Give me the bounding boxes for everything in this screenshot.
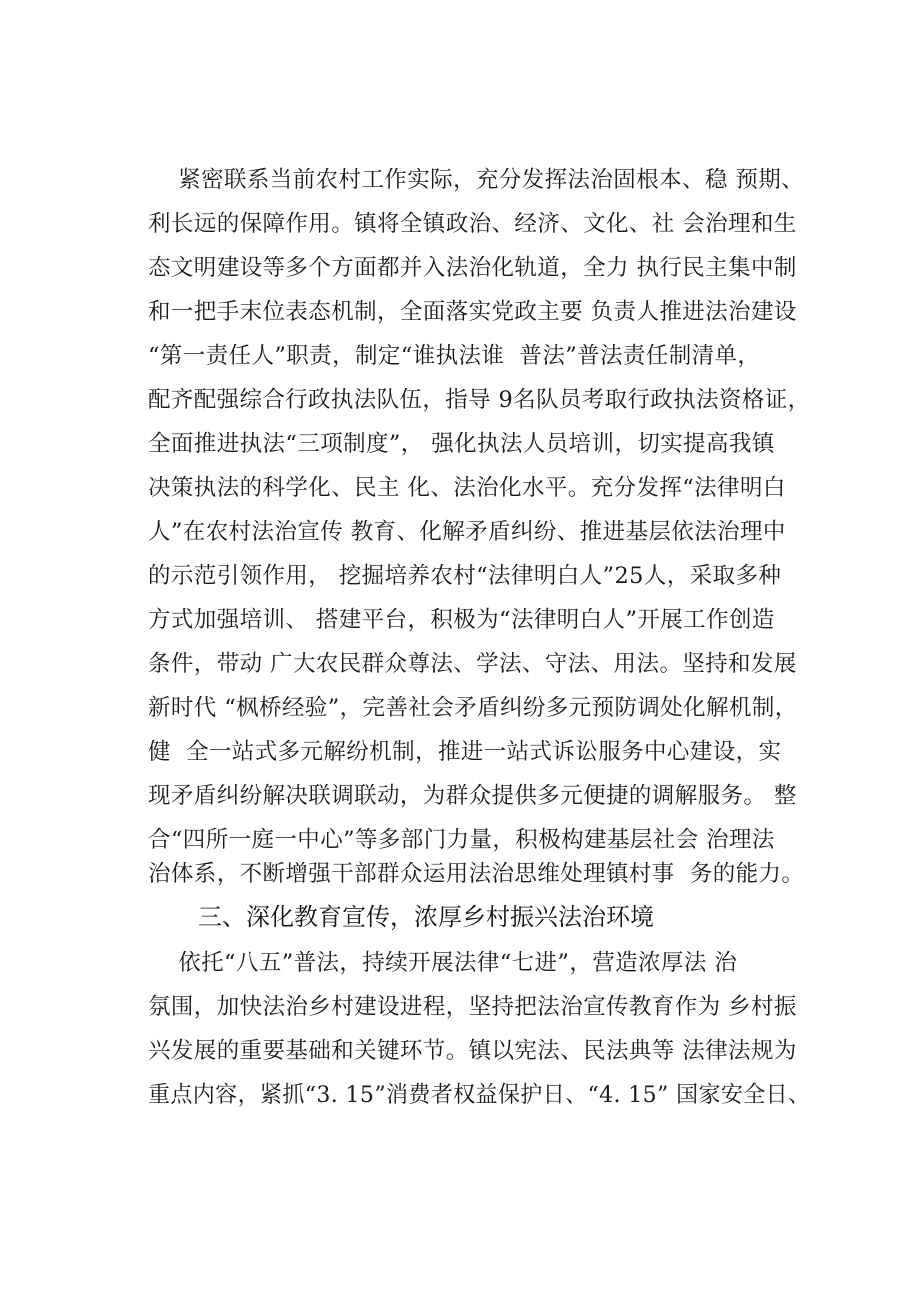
text-line: 现矛盾纠纷解决联调联动，为群众提供多元便捷的调解服务。 整 (148, 783, 797, 809)
text-line: 条件，带动 广大农民群众尊法、学法、守法、用法。坚持和发展 (148, 651, 797, 677)
text-line: “第一责任人”职责，制定“谁执法谁 普法”普法责任制清单， (148, 343, 761, 369)
text-line: 新时代 “枫桥经验”，完善社会矛盾纠纷多元预防调处化解机制， (148, 695, 798, 721)
text-line: 态文明建设等多个方面都并入法治化轨道，全力 执行民主集中制 (148, 255, 797, 281)
text-line: 依托“八五”普法，持续开展法律“七进”，营造浓厚法 治 (148, 950, 738, 976)
text-line: 合“四所一庭一中心”等多部门力量，积极构建基层社会 治理法 (148, 827, 775, 853)
text-line: 治体系，不断增强干部群众运用法治思维处理镇村事 务的能力。 (148, 861, 805, 887)
text-line: 决策执法的科学化、民主 化、法治化水平。充分发挥“法律明白 (148, 475, 786, 501)
text-line: 兴发展的重要基础和关键环节。镇以宪法、民法典等 法律法规为 (148, 1038, 797, 1064)
text-line: 全面推进执法“三项制度”， 强化执法人员培训，切实提高我镇 (148, 431, 775, 457)
text-line: 方式加强培训、 搭建平台，积极为“法律明白人”开展工作创造 (148, 607, 775, 633)
text-line: 利长远的保障作用。镇将全镇政治、经济、文化、社 会治理和生 (148, 211, 797, 237)
text-line: 健 全一站式多元解纷机制，推进一站式诉讼服务中心建设，实 (148, 739, 782, 765)
text-line: 的示范引领作用， 挖掘培养农村“法律明白人”25人，采取多种 (148, 563, 782, 589)
section-heading: 三、深化教育宣传，浓厚乡村振兴法治环境 (198, 903, 654, 931)
text-line: 和一把手末位表态机制，全面落实党政主要 负责人推进法治建设 (148, 299, 797, 325)
text-line: 重点内容，紧抓“3. 15”消费者权益保护日、“4. 15” 国家安全日、 (148, 1082, 811, 1108)
text-line: 配齐配强综合行政执法队伍，指导 9名队员考取行政执法资格证， (148, 387, 811, 413)
text-line: 人”在农村法治宣传 教育、化解矛盾纠纷、推进基层依法治理中 (148, 519, 786, 545)
text-line: 氛围，加快法治乡村建设进程，坚持把法治宣传教育作为 乡村振 (148, 994, 797, 1020)
text-line: 紧密联系当前农村工作实际，充分发挥法治固根本、稳 预期、 (148, 167, 805, 193)
